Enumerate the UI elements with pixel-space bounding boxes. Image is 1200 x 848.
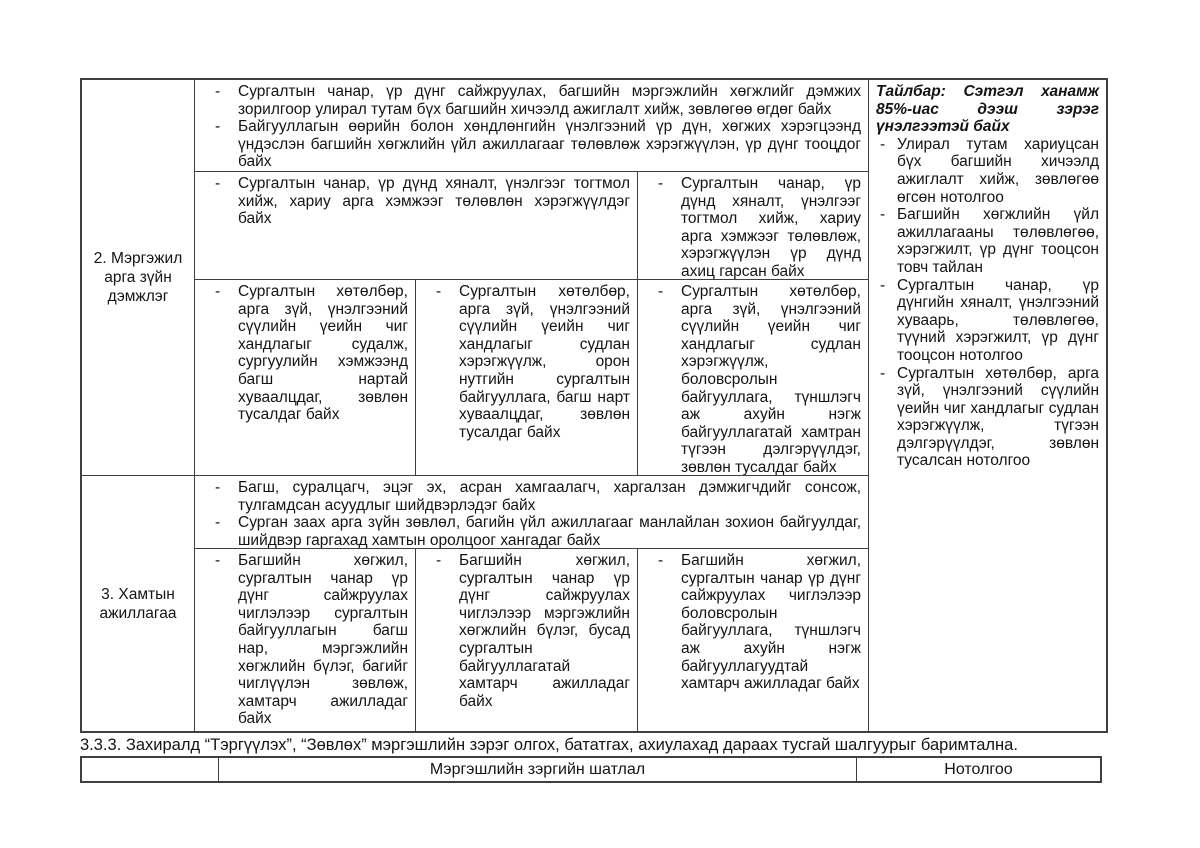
bullet-item: - Байгууллагын өөрийн болон хөндлөнгийн үнэлгээний үр дүн, хөгжих хэрэгцээнд үндэслэн багшийн хөгжлийн үйл ажиллагааг төлөвлөж хэрэгжүүлэн, үр дүнг тооцдог байх	[202, 118, 861, 171]
criteria-table	[80, 78, 1108, 733]
bullet-item: - Сургалтын хөтөлбөр, арга зүй, үнэлгээний сүүлийн үеийн чиг хандлагыг судалж, сургуулийн хэмжээнд багш нартай хуваалцдаг, зөвлөн тусалдаг байх	[202, 283, 408, 424]
row2-tier3-cell-3	[638, 280, 869, 476]
row2-tier3-cell-2	[416, 280, 638, 476]
section-note-3-3-3: 3.3.3. Захиралд “Тэргүүлэх”, “Зөвлөх” мэргэшлийн зэрэг олгох, бататгах, ахиулахад дараах тусгай шалгуурыг баримтална.	[80, 736, 1018, 754]
bullet-item: - Багшийн хөгжил, сургалтын чанар үр дүнг сайжруулах чиглэлээр мэргэжлийн хөгжлийн бүлэг, бусад сургалтын байгууллагатай хамтарч ажилладаг байх	[423, 552, 630, 710]
bullet-item: - Сургалтын хөтөлбөр, арга зүй, үнэлгээний сүүлийн үеийн чиг хандлагыг судлан хэрэгжүүлж, орон нутгийн сургалтын байгууллага, багш нарт хуваалцдаг, зөвлөн тусалдаг байх	[423, 283, 630, 441]
row-label-cell-3	[82, 476, 195, 731]
bullet-item: - Багшийн хөгжил, сургалтын чанар үр дүнг сайжруулах чиглэлээр боловсролын байгууллага, түншлэгч аж ахуйн нэгж байгууллагуудтай хамтарч ажилладаг байх	[645, 552, 861, 693]
row2-tier3-cell-1	[195, 280, 416, 476]
bottom-header-table	[80, 756, 1102, 783]
row3-tier2-cell-1	[195, 549, 416, 731]
row2-common-cell	[195, 80, 869, 172]
row-label-cell-2	[82, 80, 195, 476]
row2-tier2-cell-2	[638, 172, 869, 280]
row-label-3: 3. Хамтын ажиллагаа	[99, 585, 177, 622]
row3-tier2-cell-3	[638, 549, 869, 731]
bullet-item: - Багшийн хөгжил, сургалтын чанар үр дүнг сайжруулах чиглэлээр сургалтын байгууллагын багш нар, мэргэжлийн хөгжлийн бүлэг, багийг чиглүүлэн зөвлөж, хамтарч ажилладаг байх	[202, 552, 408, 728]
bottom-levels-header: Мэргэшлийн зэргийн шатлал	[219, 758, 857, 781]
note-bullet-item: - Улирал тутам хариуцсан бүх багшийн хичээлд ажиглалт хийж, зөвлөгөө өгсөн нотолгоо	[876, 136, 1099, 206]
row-label-2: 2. Мэргэжил арга зүйн дэмжлэг	[93, 250, 183, 305]
row2-tier2-cell-1	[195, 172, 638, 280]
bullet-item: - Багш, суралцагч, эцэг эх, асран хамгаалагч, харгалзан дэмжигчдийг сонсож, тулгамдсан асуудлыг шийдвэрлэдэг байх	[202, 479, 861, 514]
bottom-empty-cell	[82, 758, 219, 781]
row3-common-cell	[195, 476, 869, 549]
bullet-item: - Сургалтын чанар, үр дүнг сайжруулах, багшийн мэргэжлийн хөгжлийг дэмжих зорилгоор улирал тутам бүх багшийн хичээлд ажиглалт хийж, зөвлөгөө өгдөг байх	[202, 83, 861, 118]
bullet-item: - Сургалтын чанар, үр дүнд хяналт, үнэлгээг тогтмол хийж, хариу арга хэмжээг төлөвлөж, хэрэгжүүлэн үр дүнд ахиц гарсан байх	[645, 175, 861, 280]
bullet-item: - Сурган заах арга зүйн зөвлөл, багийн үйл ажиллагааг манлайлан зохион байгуулдаг, шийдвэр гаргахад хамтын оролцоог хангадаг байх	[202, 514, 861, 549]
bullet-item: - Сургалтын чанар, үр дүнд хяналт, үнэлгээг тогтмол хийж, хариу арга хэмжээг төлөвлөн хэрэгжүүлдэг байх	[202, 175, 630, 228]
bullet-item: - Сургалтын хөтөлбөр, арга зүй, үнэлгээний сүүлийн үеийн чиг хандлагыг судлан хэрэгжүүлж, боловсролын байгууллага, түншлэгч аж ахуйн нэгж байгууллагатай хамтран түгээн дэлгэрүүлдэг, зөвлөн тусалдаг байх	[645, 283, 861, 476]
note-bullet-item: - Сургалтын чанар, үр дүнгийн хяналт, үнэлгээний хуваарь, төлөвлөгөө, түүний хэрэгжилт, үр дүнг тооцсон нотолгоо	[876, 277, 1099, 365]
note-bullet-item: - Багшийн хөгжлийн үйл ажиллагааны төлөвлөгөө, хэрэгжилт, үр дүнг тооцсон товч тайлан	[876, 206, 1099, 276]
note-heading: Тайлбар: Сэтгэл ханамж 85%-иас дээш зэрэг үнэлгээтэй байх	[876, 83, 1099, 136]
bottom-proof-header: Нотолгоо	[944, 761, 1013, 778]
note-bullet-item: - Сургалтын хөтөлбөр, арга зүй, үнэлгээний сүүлийн үеийн чиг хандлагыг судлан хэрэгжүүлж, түгээн дэлгэрүүлдэг, зөвлөн тусалсан нотолгоо	[876, 365, 1099, 471]
note-column-cell	[869, 80, 1106, 731]
row3-tier2-cell-2	[416, 549, 638, 731]
